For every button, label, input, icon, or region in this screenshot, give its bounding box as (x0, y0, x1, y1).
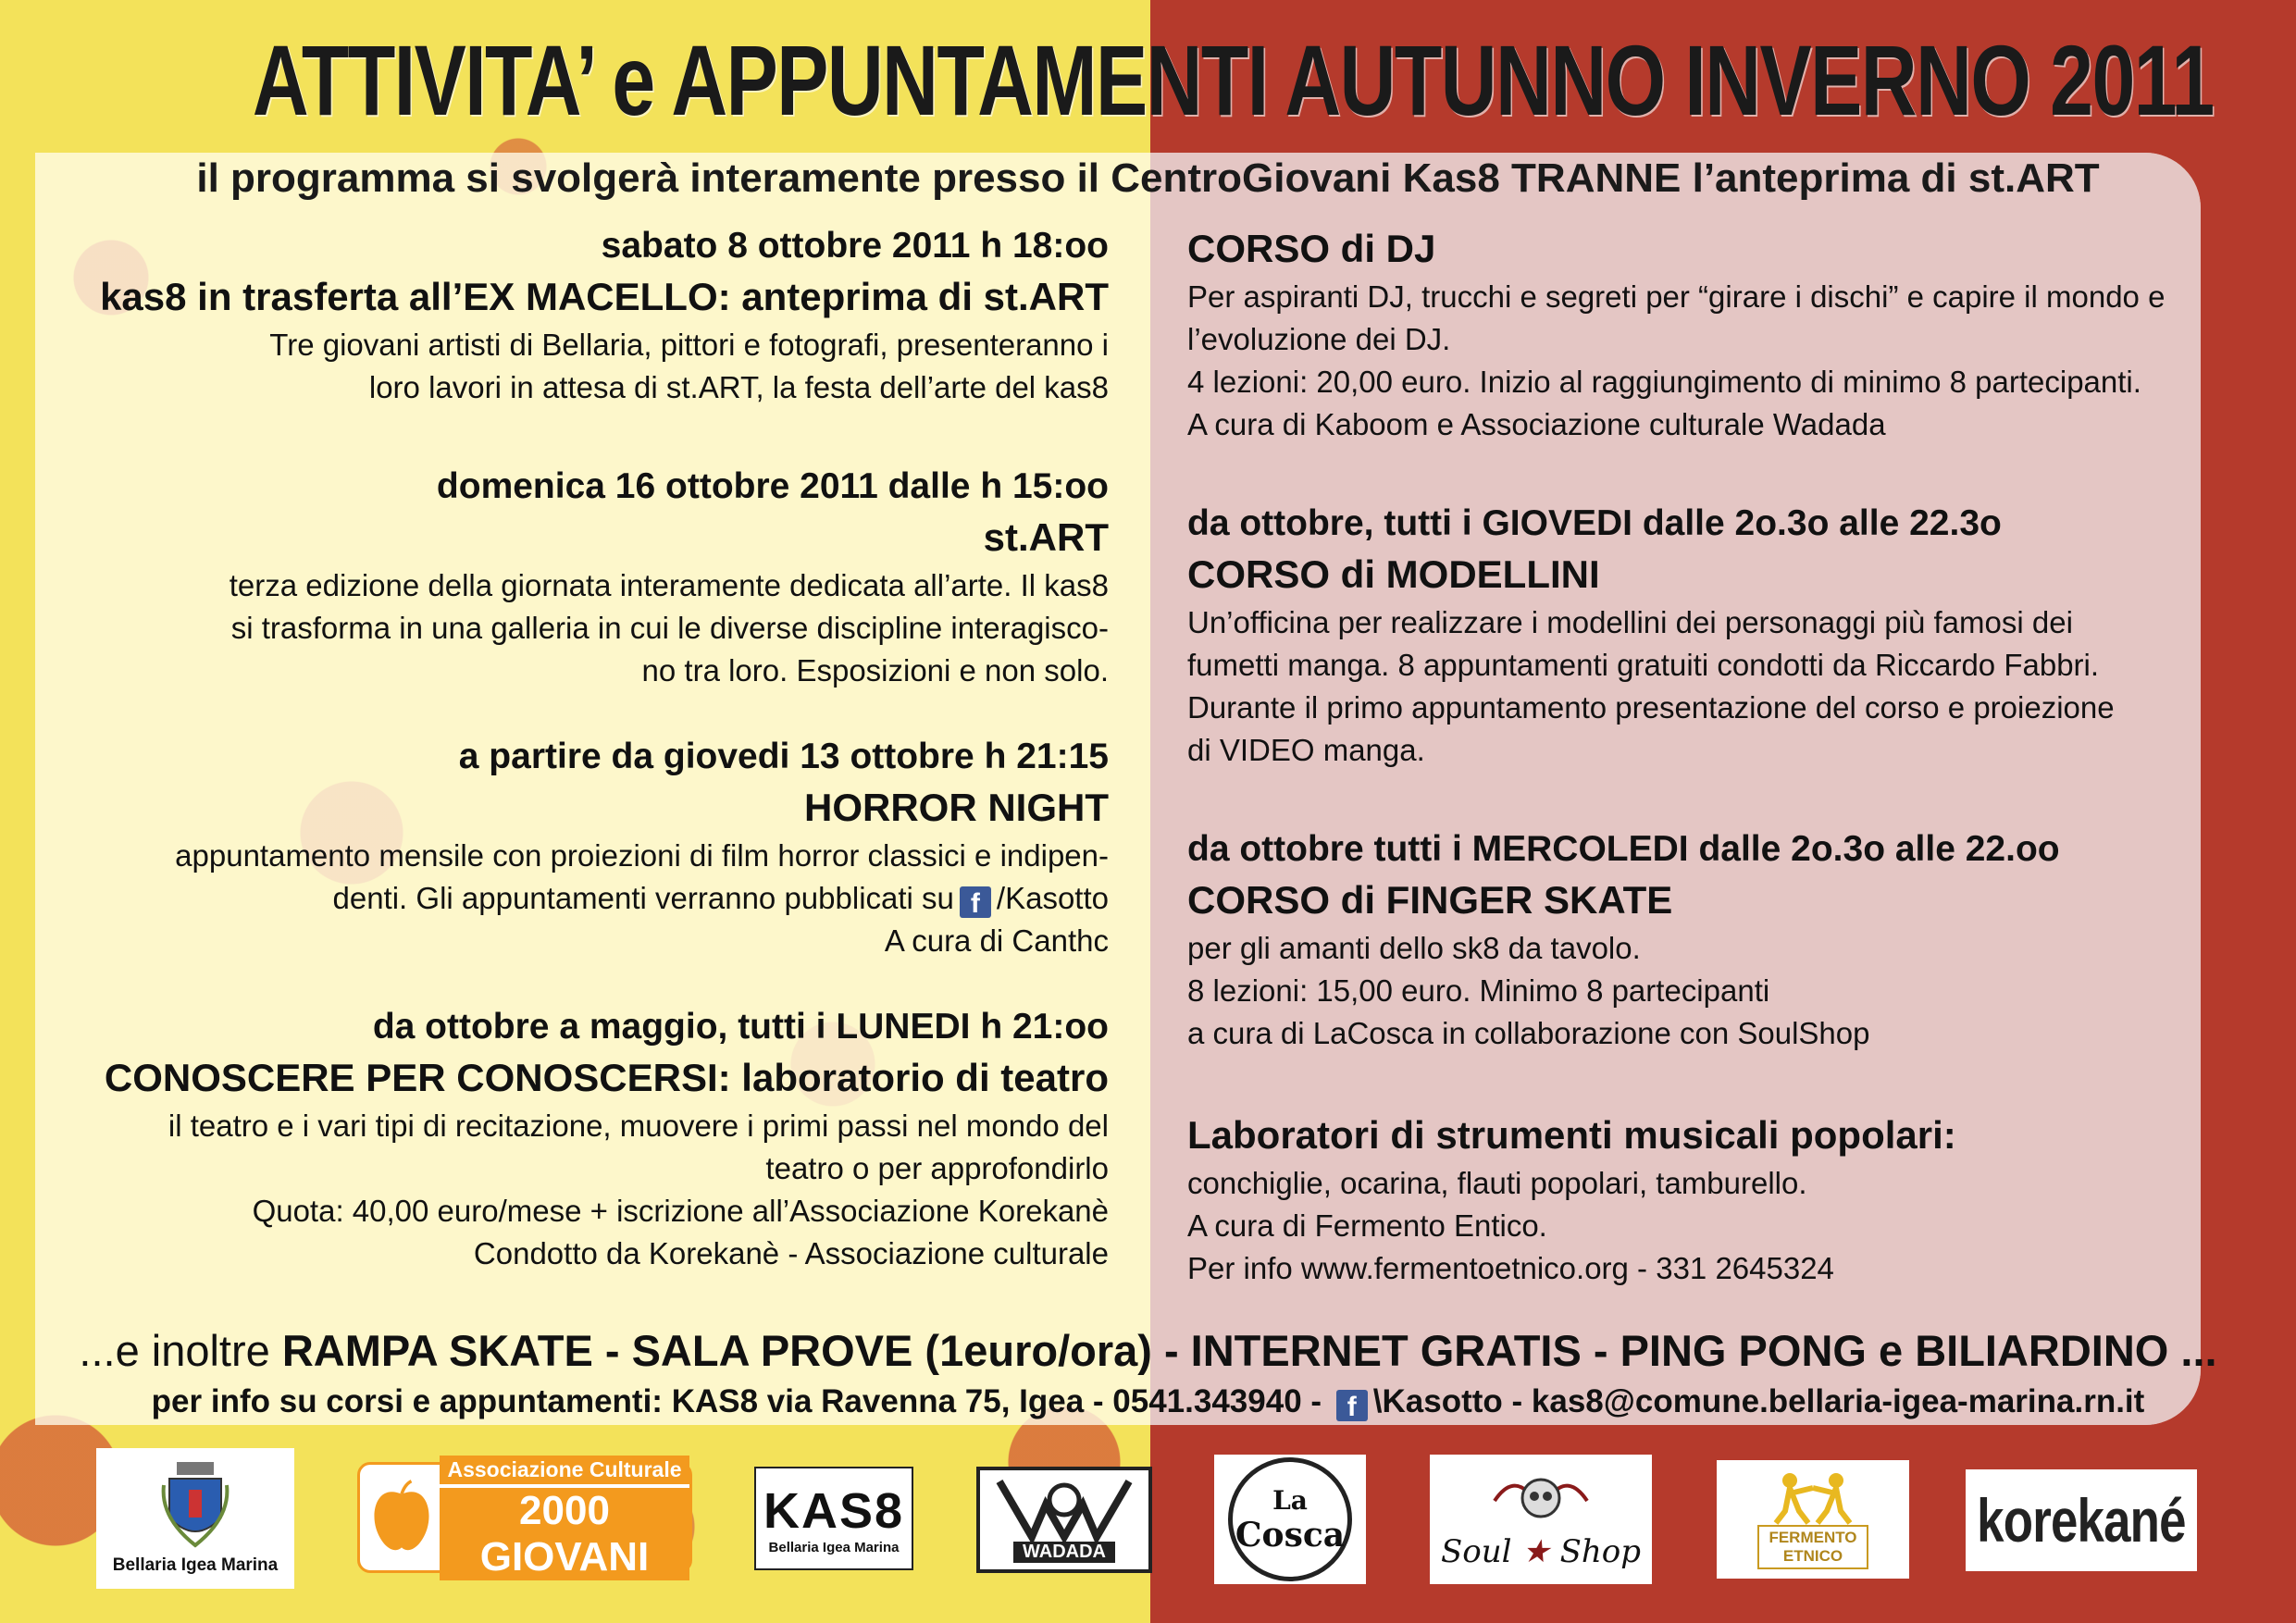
event-text: terza edizione della giornata interamente dedicata all’arte. Il kas8 (229, 568, 1109, 602)
course-block (1187, 825, 2205, 1055)
course-block (1187, 1109, 2205, 1290)
right-column (1187, 222, 2205, 1290)
event-text: loro lavori in attesa di st.ART, la festa dell’arte del kas8 (368, 370, 1109, 404)
extra-prefix: ...e inoltre (79, 1326, 282, 1375)
extra-activities (0, 1323, 2296, 1379)
event-block (65, 1003, 1109, 1275)
course-text: Un’officina per realizzare i modellini dei personaggi più famosi dei (1187, 605, 2073, 639)
logo-caption: WADADA (1013, 1542, 1115, 1563)
logo-caption: Bellaria Igea Marina (768, 1539, 900, 1555)
left-column (65, 222, 1109, 1275)
facebook-icon: f (1336, 1390, 1368, 1421)
logo-soul-shop: Soul ★ Shop (1430, 1455, 1652, 1584)
event-heading: CONOSCERE PER CONOSCERSI: laboratorio di teatro (104, 1056, 1109, 1099)
event-date: sabato 8 ottobre 2011 h 18:oo (601, 226, 1109, 266)
extra-list: RAMPA SKATE - SALA PROVE (1euro/ora) - INTERNET GRATIS - PING PONG e BILIARDINO ... (281, 1326, 2217, 1375)
contact-info (0, 1379, 2296, 1425)
course-text: Per aspiranti DJ, trucchi e segreti per “girare i dischi” e capire il mondo e (1187, 279, 2166, 314)
course-text: 8 lezioni: 15,00 euro. Minimo 8 partecipanti (1187, 973, 1770, 1008)
event-text (65, 877, 1109, 920)
event-text: Quota: 40,00 euro/mese + iscrizione all’Associazione Korekanè (252, 1194, 1109, 1228)
event-text: Tre giovani artisti di Bellaria, pittori e fotografi, presenteranno i (269, 328, 1109, 362)
logo-title: korekané (1977, 1486, 2186, 1555)
course-heading: CORSO di FINGER SKATE (1187, 878, 1673, 922)
event-text-part: /Kasotto (996, 881, 1109, 915)
logo-2000-giovani (357, 1456, 692, 1580)
logo-title: Soul (1440, 1533, 1512, 1570)
course-text: 4 lezioni: 20,00 euro. Inizio al raggiungimento di minimo 8 partecipanti. (1187, 365, 2141, 399)
course-block (1187, 500, 2205, 772)
course-text: a cura di LaCosca in collaborazione con SoulShop (1187, 1016, 1870, 1050)
apple-icon (369, 1474, 434, 1562)
course-text: Per info www.fermentoetnico.org - 331 2645324 (1187, 1251, 1834, 1285)
logo-title: Cosca (1235, 1515, 1346, 1555)
course-text: conchiglie, ocarina, flauti popolari, tamburello. (1187, 1166, 1807, 1200)
course-text: A cura di Kaboom e Associazione culturale Wadada (1187, 407, 1886, 441)
facebook-icon: f (960, 886, 991, 918)
logo-fermento-etnico (1717, 1460, 1909, 1579)
course-text: Durante il primo appuntamento presentazione del corso e proiezione (1187, 690, 2115, 725)
logo-title: 2000 GIOVANI (440, 1488, 689, 1580)
contact-text: \Kasotto - kas8@comune.bellaria-igea-marina.rn.it (1372, 1383, 2145, 1419)
course-heading: CORSO di MODELLINI (1187, 552, 1600, 596)
logo-bellaria (96, 1448, 294, 1589)
logo-title: Shop (1559, 1533, 1642, 1570)
course-date: da ottobre tutti i MERCOLEDI dalle 2o.3o alle 22.oo (1187, 829, 2060, 869)
course-date: da ottobre, tutti i GIOVEDI dalle 2o.3o alle 22.3o (1187, 503, 2002, 543)
logo-caption: Associazione Culturale (440, 1456, 689, 1484)
course-text: A cura di Fermento Entico. (1187, 1208, 1547, 1243)
logo-title: KAS8 (763, 1482, 905, 1539)
event-text: A cura di Canthc (884, 923, 1109, 958)
course-text: per gli amanti dello sk8 da tavolo. (1187, 931, 1641, 965)
course-heading: CORSO di DJ (1187, 227, 1436, 270)
event-block (65, 222, 1109, 409)
event-block (65, 733, 1109, 962)
event-date: domenica 16 ottobre 2011 dalle h 15:oo (436, 466, 1109, 506)
event-text: teatro o per approfondirlo (765, 1151, 1109, 1185)
contact-text: per info su corsi e appuntamenti: KAS8 via Ravenna 75, Igea - 0541.343940 - (151, 1383, 1322, 1419)
course-block (1187, 222, 2205, 446)
event-heading: st.ART (983, 515, 1109, 559)
wadada-mark-icon (995, 1477, 1134, 1542)
skull-icon (1485, 1468, 1596, 1533)
event-text: si trasforma in una galleria in cui le diverse discipline interagisco- (230, 611, 1109, 645)
event-text-part: denti. Gli appuntamenti verranno pubblicati su (332, 881, 954, 915)
course-text: fumetti manga. 8 appuntamenti gratuiti condotti da Riccardo Fabbri. (1187, 648, 2100, 682)
logo-korekane (1966, 1469, 2197, 1571)
page-title: ATTIVITA’ e APPUNTAMENTI AUTUNNO INVERNO 2011 (252, 24, 2214, 136)
event-date: da ottobre a maggio, tutti i LUNEDI h 21:oo (372, 1007, 1109, 1047)
event-heading: HORROR NIGHT (804, 786, 1109, 829)
logo-title: FERMENTO (1769, 1529, 1857, 1546)
logo-kas8 (754, 1467, 913, 1570)
event-text: no tra loro. Esposizioni e non solo. (641, 653, 1109, 688)
logo-wadada (976, 1467, 1152, 1573)
event-text: il teatro e i vari tipi di recitazione, muovere i primi passi nel mondo del (168, 1109, 1109, 1143)
event-block (65, 463, 1109, 692)
logo-title: La (1272, 1484, 1308, 1516)
course-heading: Laboratori di strumenti musicali popolari: (1187, 1113, 1956, 1157)
coat-of-arms-icon (158, 1462, 232, 1550)
event-heading: kas8 in trasferta all’EX MACELLO: anteprima di st.ART (100, 275, 1109, 318)
course-text: di VIDEO manga. (1187, 733, 1425, 767)
logo-la-cosca (1214, 1455, 1366, 1584)
event-date: a partire da giovedi 13 ottobre h 21:15 (458, 737, 1109, 776)
dancers-icon (1744, 1469, 1882, 1525)
logo-title: ETNICO (1782, 1547, 1843, 1565)
course-text: l’evoluzione dei DJ. (1187, 322, 1451, 356)
event-text: Condotto da Korekanè - Associazione culturale (473, 1236, 1109, 1270)
page-subtitle: il programma si svolgerà interamente presso il CentroGiovani Kas8 TRANNE l’anteprima di st.ART (196, 155, 2100, 201)
logo-caption: Bellaria Igea Marina (112, 1555, 279, 1575)
event-text: appuntamento mensile con proiezioni di film horror classici e indipen- (175, 838, 1109, 873)
